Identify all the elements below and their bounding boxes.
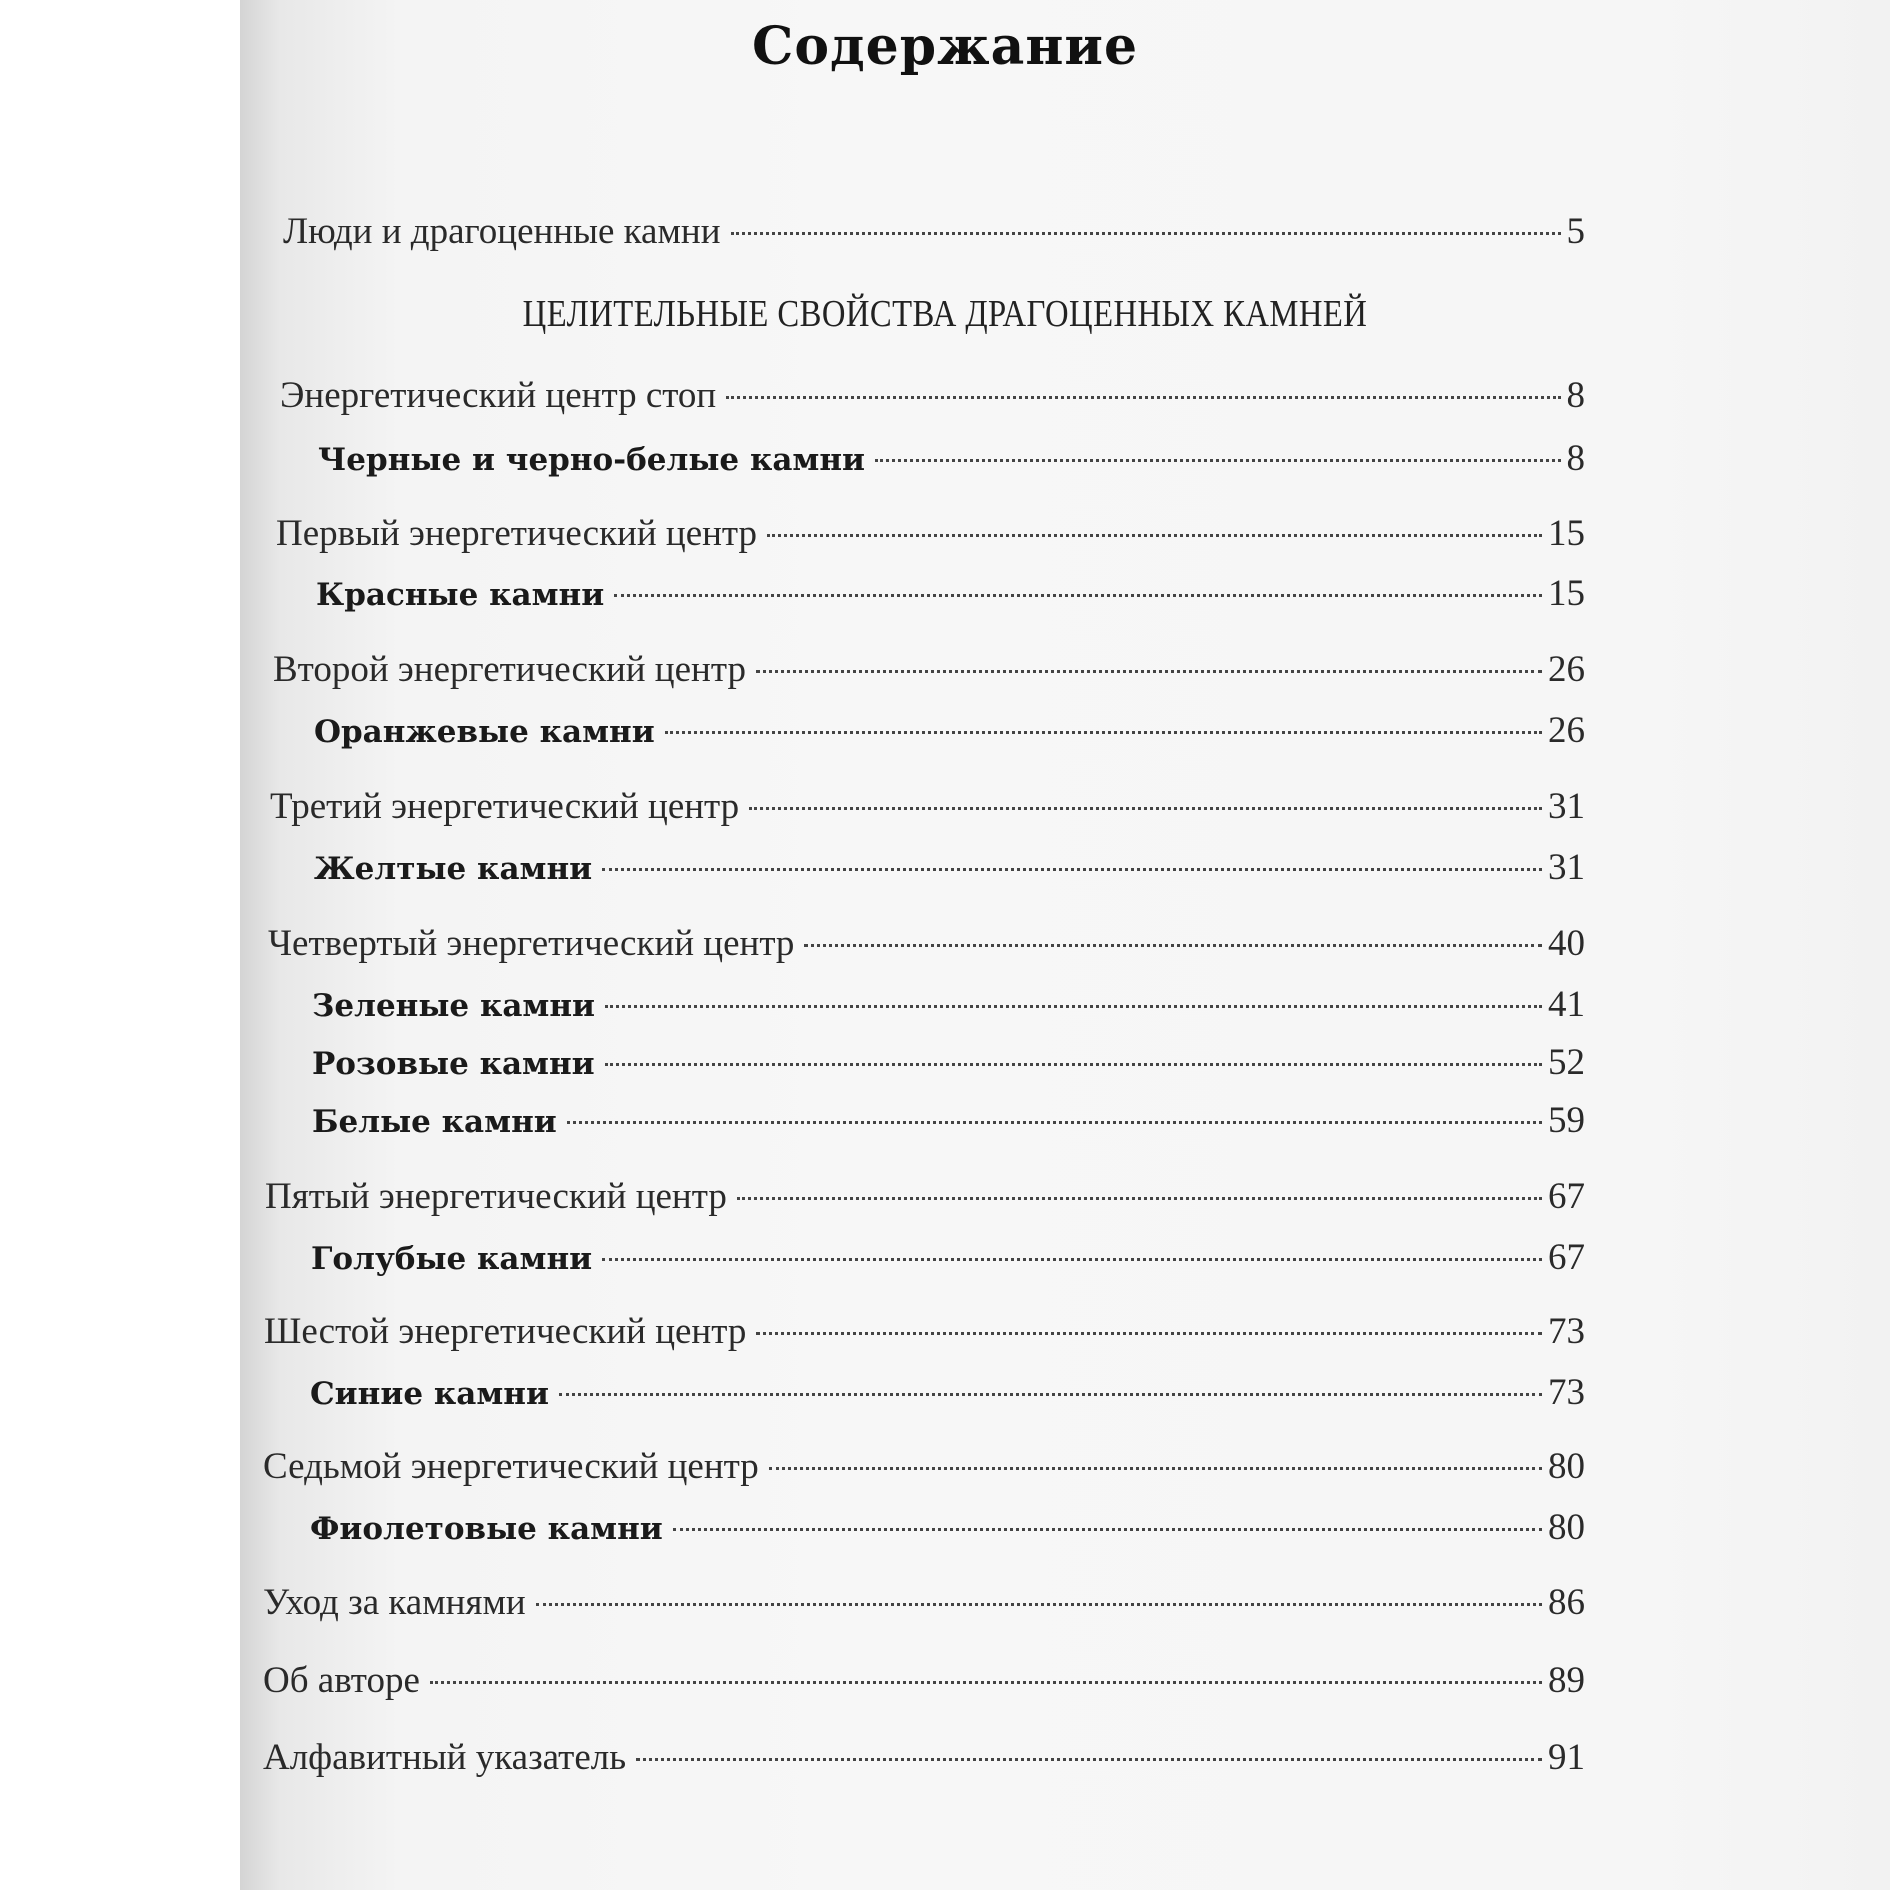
dot-leader (804, 944, 1542, 947)
toc-entry-label: Энергетический центр стоп (280, 375, 717, 416)
toc-entry-page: 91 (1548, 1737, 1585, 1778)
toc-entry-page: 31 (1548, 847, 1585, 888)
toc-entry-label: Люди и драгоценные камни (283, 211, 721, 252)
toc-entry (265, 1175, 1585, 1223)
toc-entry (318, 437, 1585, 485)
toc-entry-label: Третий энергетический центр (270, 786, 740, 827)
dot-leader (756, 1332, 1542, 1335)
toc-entry (310, 1506, 1585, 1554)
dot-leader (567, 1121, 1542, 1124)
dot-leader (726, 396, 1560, 399)
toc-entry-label: Об авторе (263, 1660, 420, 1701)
toc-entry (312, 1041, 1585, 1089)
toc-entry-label: Голубые камни (311, 1241, 593, 1277)
toc-entry (276, 512, 1585, 560)
toc-entry (312, 1099, 1585, 1147)
toc-entry (310, 1371, 1585, 1419)
dot-leader (430, 1681, 1542, 1684)
toc-entry-page: 59 (1548, 1100, 1585, 1141)
toc-entry-label: Черные и черно-белые камни (318, 442, 866, 478)
toc-entry-page: 26 (1548, 649, 1585, 690)
toc-entry-label: Первый энергетический центр (276, 513, 758, 554)
toc-entry (312, 983, 1585, 1031)
toc-entry-label: Алфавитный указатель (263, 1737, 627, 1778)
toc-entry-page: 73 (1548, 1311, 1585, 1352)
toc-entry-page: 31 (1548, 786, 1585, 827)
toc-entry-page: 15 (1548, 513, 1585, 554)
toc-entry (311, 1236, 1585, 1284)
toc-entry-page: 67 (1548, 1176, 1585, 1217)
toc-entry (283, 210, 1585, 258)
toc-entry-page: 15 (1548, 573, 1585, 614)
dot-leader (756, 670, 1542, 673)
toc-entry-label: Второй энергетический центр (273, 649, 746, 690)
dot-leader (749, 807, 1542, 810)
toc-entry-label: Желтые камни (314, 851, 593, 887)
toc-entry-page: 80 (1548, 1446, 1585, 1487)
toc-entry-page: 8 (1566, 438, 1585, 479)
toc-entry-label: Оранжевые камни (314, 714, 655, 750)
toc-entry (263, 1736, 1585, 1784)
toc-entry-page: 5 (1566, 211, 1585, 252)
toc-entry-page: 8 (1566, 375, 1585, 416)
toc-entry (264, 1310, 1585, 1358)
toc-entry (273, 648, 1585, 696)
dot-leader (875, 459, 1560, 462)
dot-leader (731, 232, 1561, 235)
section-heading: ЦЕЛИТЕЛЬНЫЕ СВОЙСТВА ДРАГОЦЕННЫХ КАМНЕЙ (522, 293, 1368, 335)
toc-entry-label: Шестой энергетический центр (264, 1311, 747, 1352)
toc-entry (314, 846, 1585, 894)
toc-entry-label: Синие камни (310, 1376, 549, 1412)
page-title: Содержание (751, 16, 1139, 77)
toc-entry-page: 80 (1548, 1507, 1585, 1548)
toc-entry-page: 26 (1548, 710, 1585, 751)
toc-entry (263, 1445, 1585, 1493)
page-margin (0, 0, 240, 1890)
dot-leader (737, 1197, 1542, 1200)
dot-leader (602, 1258, 1542, 1261)
toc-entry (268, 922, 1585, 970)
toc-entry (270, 785, 1585, 833)
toc-entry-label: Розовые камни (312, 1046, 595, 1082)
toc-entry-page: 73 (1548, 1372, 1585, 1413)
toc-entry-label: Белые камни (312, 1104, 557, 1140)
dot-leader (559, 1393, 1542, 1396)
toc-entry-page: 89 (1548, 1660, 1585, 1701)
dot-leader (767, 534, 1542, 537)
toc-entry-label: Пятый энергетический центр (265, 1176, 727, 1217)
dot-leader (605, 1063, 1542, 1066)
toc-entry-page: 40 (1548, 923, 1585, 964)
toc-entry-page: 86 (1548, 1582, 1585, 1623)
dot-leader (665, 731, 1542, 734)
toc-entry-label: Зеленые камни (312, 988, 596, 1024)
toc-entry (263, 1581, 1585, 1629)
toc-entry (280, 374, 1585, 422)
dot-leader (602, 868, 1542, 871)
toc-entry-page: 67 (1548, 1237, 1585, 1278)
dot-leader (614, 594, 1542, 597)
dot-leader (769, 1467, 1542, 1470)
toc-entry (263, 1659, 1585, 1707)
toc-entry-label: Красные камни (316, 577, 605, 613)
toc-entry (314, 709, 1585, 757)
dot-leader (636, 1758, 1542, 1761)
dot-leader (673, 1528, 1542, 1531)
toc-entry-page: 41 (1548, 984, 1585, 1025)
dot-leader (605, 1005, 1542, 1008)
toc-entry-page: 52 (1548, 1042, 1585, 1083)
toc-entry-label: Четвертый энергетический центр (268, 923, 795, 964)
toc-entry-label: Фиолетовые камни (310, 1511, 663, 1547)
toc-entry (316, 572, 1585, 620)
dot-leader (536, 1603, 1542, 1606)
toc-entry-label: Уход за камнями (263, 1582, 526, 1623)
toc-entry-label: Седьмой энергетический центр (263, 1446, 759, 1487)
